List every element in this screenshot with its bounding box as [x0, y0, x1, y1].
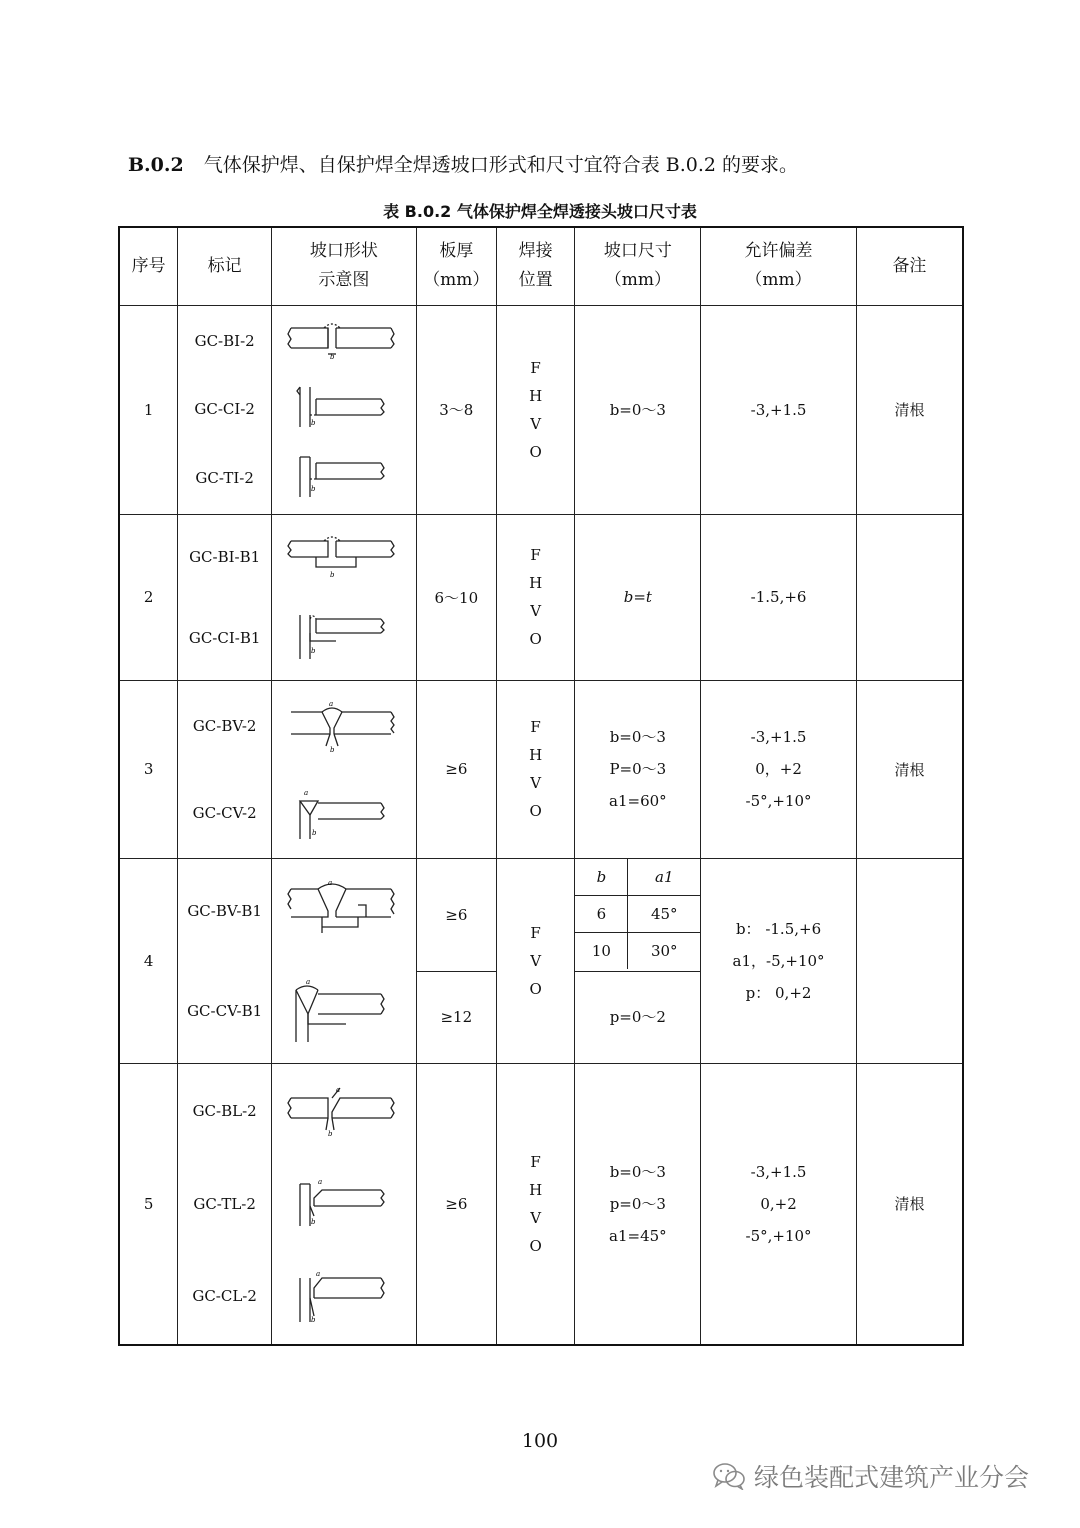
tolerance-value: 0，+2 [755, 760, 802, 778]
note-cell: 清根 [856, 305, 963, 514]
mark-label: GC-CI-B1 [188, 628, 261, 647]
dimension-cell [575, 305, 701, 514]
mark-label: GC-CL-2 [192, 1287, 257, 1306]
butt-joint-diagram [286, 320, 401, 360]
svg-text:a: a [328, 879, 333, 887]
position-cell [496, 680, 575, 858]
svg-text:b: b [330, 745, 335, 754]
tolerance-value: b： -1.5,+6 [735, 919, 822, 938]
mark-cell [178, 858, 272, 1063]
position-letter: V [530, 602, 542, 620]
tolerance-value: -1.5,+6 [750, 588, 807, 606]
header-position [496, 227, 575, 305]
angle-subtable-cell [575, 858, 701, 971]
position-letter: V [530, 951, 542, 970]
dimension-value: p=0～2 [609, 1008, 666, 1026]
dimension-value: p=0～3 [609, 1194, 666, 1213]
mark-cell [178, 1063, 272, 1345]
dimension-cell [575, 514, 701, 680]
position-letter: O [529, 630, 542, 648]
svg-text:a: a [329, 699, 334, 708]
header-position-line2: 位置 [518, 270, 553, 291]
position-letter: F [530, 546, 541, 564]
svg-text:b: b [311, 485, 316, 494]
subtable-value: 10 [575, 932, 627, 969]
seq-cell: 5 [119, 1063, 178, 1345]
tolerance-value: 0,+2 [760, 1194, 797, 1213]
mark-label: GC-TL-2 [193, 1194, 256, 1213]
tolerance-value: -5°,+10° [745, 1226, 812, 1245]
header-shape-line2: 示意图 [318, 270, 370, 291]
position-letter: F [530, 1152, 541, 1171]
tolerance-cell [701, 305, 857, 514]
position-letter: H [529, 746, 543, 764]
corner-joint-backing-diagram [286, 613, 401, 661]
thickness-cell: ≥6 [416, 858, 496, 971]
thickness-cell: ≥6 [416, 680, 496, 858]
dimension-cell [575, 680, 701, 858]
table-row [119, 514, 963, 680]
watermark-text: 绿色装配式建筑产业分会 [754, 1463, 1030, 1492]
header-tolerance-line1: 允许偏差 [744, 241, 813, 262]
seq-cell: 4 [119, 858, 178, 1063]
mark-cell [178, 305, 272, 514]
svg-text:b: b [311, 1315, 316, 1324]
mark-label: GC-BL-2 [192, 1102, 257, 1121]
svg-text:a: a [316, 1269, 321, 1278]
dimension-value: a1=45° [609, 1226, 667, 1245]
shape-cell [271, 858, 416, 1063]
subtable-value: 30° [628, 932, 700, 969]
dimension-value: b=t [623, 588, 652, 606]
header-thickness-line2: （mm） [423, 270, 490, 291]
tolerance-cell [701, 680, 857, 858]
position-cell [496, 1063, 575, 1345]
table-row [119, 305, 963, 514]
angle-subtable [575, 859, 700, 969]
mark-label: GC-TI-2 [195, 468, 254, 487]
dimension-value: a1=60° [609, 792, 667, 810]
position-letter: H [529, 1180, 543, 1199]
tolerance-value: a1，-5,+10° [732, 951, 825, 970]
note-cell: 清根 [856, 680, 963, 858]
position-letter: O [529, 802, 542, 820]
note-cell [856, 858, 963, 1063]
header-position-line1: 焊接 [518, 241, 553, 262]
dimension-value: P=0～3 [609, 760, 667, 778]
svg-text:b: b [311, 647, 316, 655]
mark-label: GC-BI-2 [194, 332, 255, 351]
position-letter: O [529, 1236, 542, 1255]
dimension-value: b=0～3 [609, 728, 666, 746]
tolerance-value: -5°,+10° [745, 792, 812, 810]
tolerance-cell [701, 1063, 857, 1345]
svg-text:b: b [311, 1217, 316, 1226]
shape-cell [271, 1063, 416, 1345]
corner-joint-diagram [286, 385, 401, 429]
tolerance-value: -3,+1.5 [750, 400, 807, 419]
tolerance-cell [701, 858, 857, 1063]
position-letter: H [529, 386, 543, 405]
subtable-header-b: b [575, 859, 627, 896]
position-letter: O [529, 979, 542, 998]
intro-paragraph [128, 150, 798, 177]
table-row [119, 858, 963, 971]
shape-cell [271, 514, 416, 680]
watermark [712, 1458, 1029, 1494]
header-dimension [575, 227, 701, 305]
svg-text:b: b [328, 1129, 333, 1138]
subtable-value: 45° [628, 895, 700, 932]
position-letter: V [530, 1208, 542, 1227]
header-mark: 标记 [178, 227, 272, 305]
header-dimension-line1: 坡口尺寸 [603, 241, 672, 262]
v-groove-butt-diagram [286, 698, 401, 754]
mark-label: GC-BV-B1 [187, 901, 262, 920]
subtable-header-a1: a1 [628, 859, 700, 896]
svg-text:a: a [336, 1085, 341, 1094]
table-row [119, 1063, 963, 1345]
position-letter: V [530, 774, 542, 792]
mark-label: GC-CI-2 [194, 400, 255, 419]
wechat-icon [712, 1462, 746, 1490]
position-cell [496, 305, 575, 514]
subtable-value: 6 [575, 895, 627, 932]
v-groove-corner-backing-diagram [286, 974, 401, 1044]
header-thickness-line1: 板厚 [439, 241, 474, 262]
position-letter: F [530, 923, 541, 942]
mark-label: GC-BI-B1 [189, 547, 261, 566]
position-letter: F [530, 358, 541, 377]
svg-text:a: a [304, 788, 309, 797]
mark-label: GC-CV-2 [192, 803, 257, 822]
note-cell [856, 514, 963, 680]
dimension-value: b=0～3 [609, 400, 666, 419]
shape-cell [271, 680, 416, 858]
header-row [119, 227, 963, 305]
position-cell [496, 858, 575, 1063]
seq-cell: 1 [119, 305, 178, 514]
mark-label: GC-CV-B1 [187, 1001, 263, 1020]
svg-text:a: a [306, 978, 311, 986]
position-letter: V [530, 414, 542, 433]
thickness-cell: 6～10 [416, 514, 496, 680]
header-seq: 序号 [119, 227, 178, 305]
thickness-cell: ≥6 [416, 1063, 496, 1345]
tolerance-value: -3,+1.5 [750, 1162, 807, 1181]
page-number: 100 [521, 1430, 559, 1452]
header-note: 备注 [856, 227, 963, 305]
header-dimension-line2: （mm） [604, 270, 671, 291]
subtable-row [575, 932, 700, 969]
groove-table [118, 226, 964, 1346]
header-shape [271, 227, 416, 305]
svg-text:b: b [330, 571, 335, 579]
v-groove-butt-backing-diagram [286, 877, 401, 941]
mark-label: GC-BV-2 [192, 716, 257, 735]
table-caption: 表 B.0.2 气体保护焊全焊透接头坡口尺寸表 [383, 202, 697, 221]
header-thickness [416, 227, 496, 305]
clause-number: B.0.2 [128, 154, 184, 176]
dimension-value: b=0～3 [609, 1162, 666, 1181]
thickness-cell: ≥12 [416, 971, 496, 1063]
mark-cell [178, 680, 272, 858]
position-cell [496, 514, 575, 680]
header-tolerance-line2: （mm） [745, 270, 812, 291]
bevel-butt-diagram [286, 1084, 401, 1138]
tolerance-value: -3,+1.5 [750, 728, 807, 746]
position-letter: H [529, 574, 543, 592]
mark-cell [178, 514, 272, 680]
svg-text:a: a [318, 1177, 323, 1186]
butt-joint-backing-diagram [286, 533, 401, 579]
note-cell: 清根 [856, 1063, 963, 1345]
svg-text:b: b [330, 352, 335, 360]
dimension-cell [575, 1063, 701, 1345]
thickness-cell: 3～8 [416, 305, 496, 514]
subtable-row [575, 895, 700, 932]
svg-text:b: b [312, 828, 317, 837]
tolerance-cell [701, 514, 857, 680]
shape-cell [271, 305, 416, 514]
bevel-tee-diagram [286, 1176, 401, 1230]
tolerance-value: p： 0,+2 [745, 983, 812, 1002]
position-letter: F [530, 718, 541, 736]
position-letter: O [529, 442, 542, 461]
svg-text:b: b [311, 419, 316, 428]
tee-joint-diagram [286, 455, 401, 499]
header-shape-line1: 坡口形状 [309, 241, 378, 262]
header-tolerance [701, 227, 857, 305]
v-groove-corner-diagram [286, 785, 401, 841]
clause-text: 气体保护焊、自保护焊全焊透坡口形式和尺寸宜符合表 B.0.2 的要求。 [203, 154, 799, 176]
table-row [119, 680, 963, 858]
seq-cell: 2 [119, 514, 178, 680]
subtable-header [575, 859, 700, 896]
bevel-corner-diagram [286, 1268, 401, 1324]
dimension-cell [575, 971, 701, 1063]
seq-cell: 3 [119, 680, 178, 858]
